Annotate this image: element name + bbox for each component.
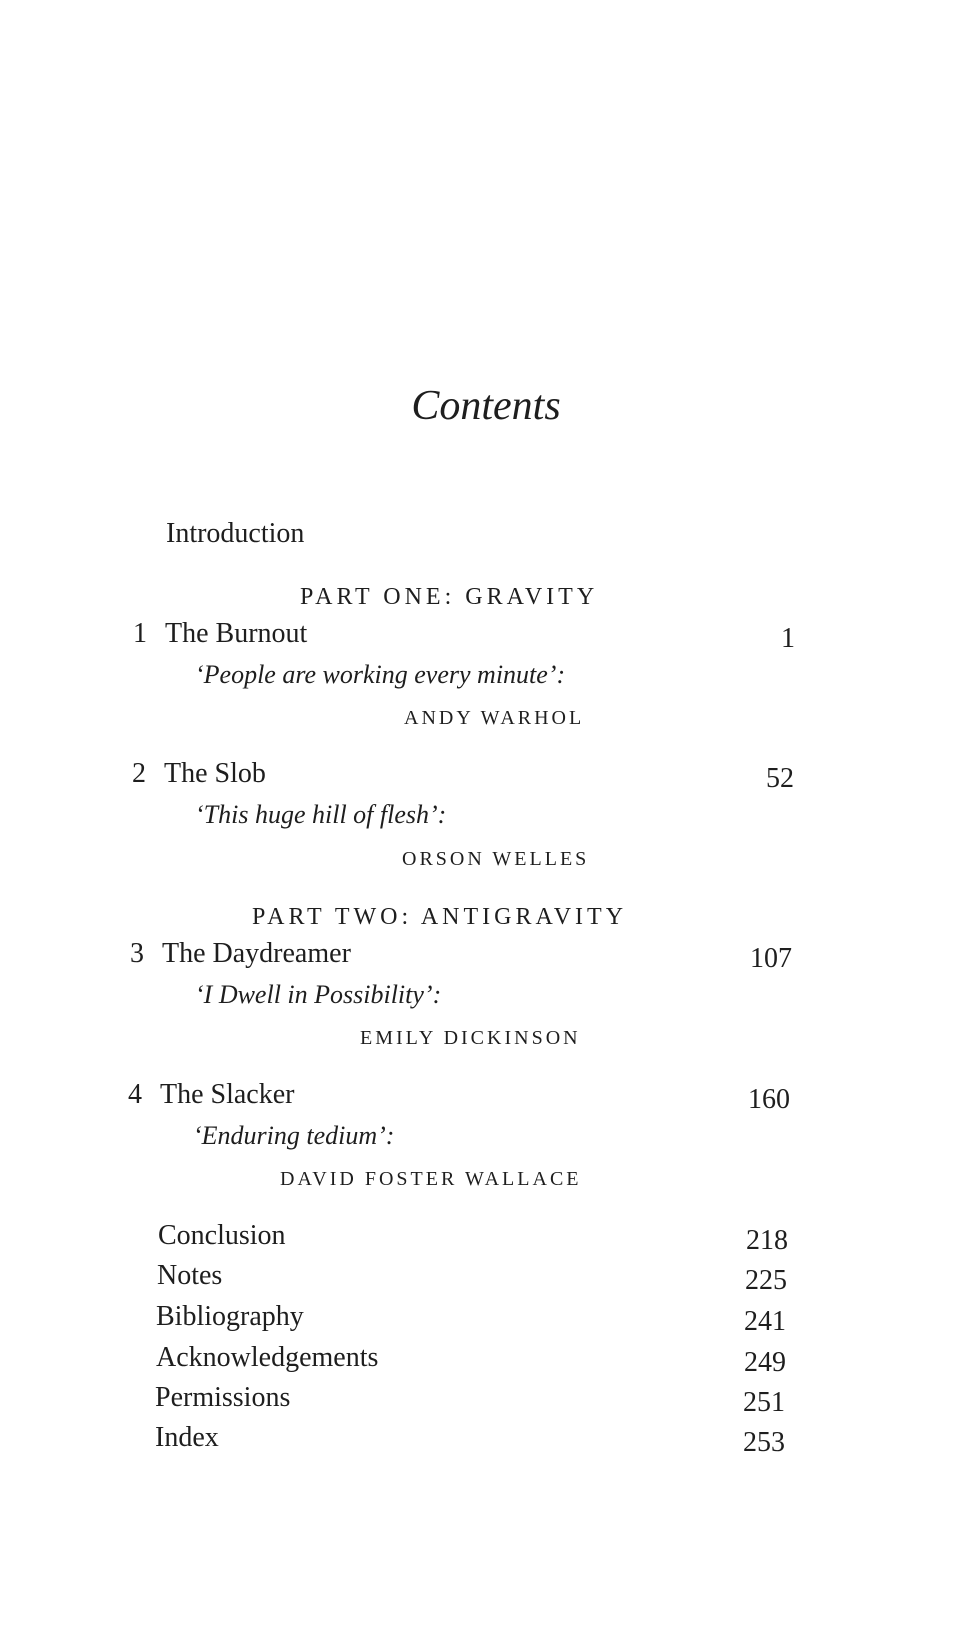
back-matter-title: Index [155,1422,219,1453]
chapter-title: The Daydreamer [162,938,351,969]
chapter-quote: ‘This huge hill of flesh’: [195,800,447,829]
chapter-page-number: 52 [766,763,794,794]
chapter-title: The Burnout [165,618,308,649]
chapter-page-number: 160 [748,1084,790,1115]
chapter-title: The Slob [164,758,266,789]
chapter-number: 2 [132,758,146,789]
back-matter-title: Acknowledgements [156,1342,379,1373]
chapter-person: DAVID FOSTER WALLACE [280,1168,582,1190]
chapter-person: ANDY WARHOL [404,707,585,729]
chapter-number: 4 [128,1079,142,1110]
chapter-page-number: 1 [781,623,795,654]
page-title: Contents [411,383,561,429]
back-matter-title: Notes [157,1260,223,1291]
back-matter-title: Permissions [155,1382,291,1413]
introduction-entry: Introduction [166,518,305,549]
back-matter-title: Conclusion [158,1220,286,1251]
back-matter-page-number: 218 [746,1225,788,1256]
back-matter-page-number: 253 [743,1427,785,1458]
back-matter-title: Bibliography [156,1301,304,1332]
back-matter-page-number: 251 [743,1387,785,1418]
chapter-quote: ‘People are working every minute’: [195,660,566,689]
back-matter-page-number: 249 [744,1347,786,1378]
chapter-number: 3 [130,938,144,969]
chapter-person: EMILY DICKINSON [360,1027,581,1049]
chapter-page-number: 107 [750,943,792,974]
chapter-quote: ‘Enduring tedium’: [193,1121,395,1150]
chapter-quote: ‘I Dwell in Possibility’: [195,980,442,1009]
chapter-person: ORSON WELLES [402,848,590,870]
part-two-heading: PART TWO: ANTIGRAVITY [252,904,628,930]
chapter-title: The Slacker [160,1079,295,1110]
back-matter-page-number: 241 [744,1306,786,1337]
part-one-heading: PART ONE: GRAVITY [300,584,599,610]
chapter-number: 1 [133,618,147,649]
back-matter-page-number: 225 [745,1265,787,1296]
